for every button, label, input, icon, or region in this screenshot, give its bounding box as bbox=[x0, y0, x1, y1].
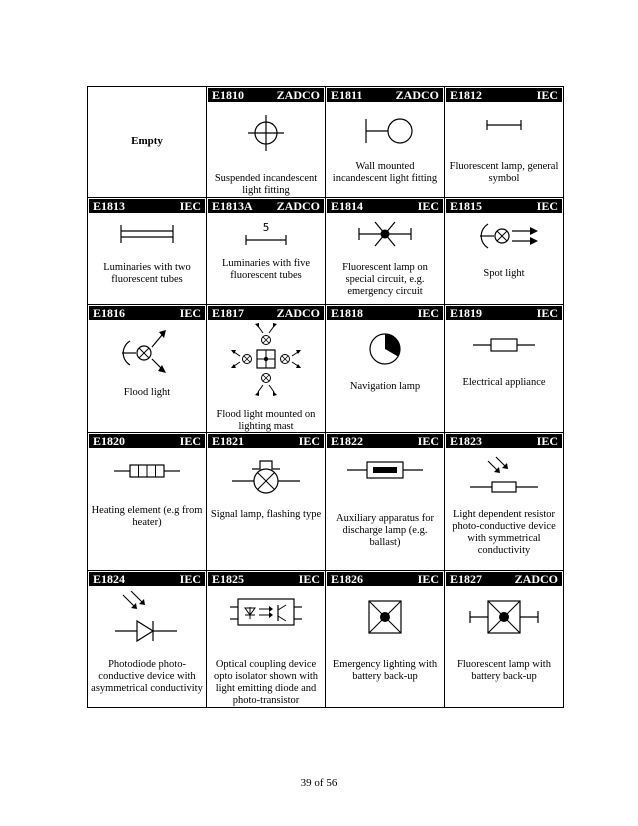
symbol-code: E1826 bbox=[331, 572, 364, 586]
cell-header bbox=[446, 199, 562, 213]
cell-header bbox=[327, 434, 443, 448]
symbol-code: E1821 bbox=[212, 434, 245, 448]
flashing-signal-lamp-icon bbox=[207, 457, 325, 497]
symbol-standard: ZADCO bbox=[276, 88, 320, 102]
opto-isolator-icon bbox=[207, 593, 325, 633]
symbol-code: E1813A bbox=[212, 199, 253, 213]
navigation-lamp-icon bbox=[326, 327, 444, 371]
symbol-code: E1825 bbox=[212, 572, 245, 586]
symbol-code: E1819 bbox=[450, 306, 483, 320]
symbol-description: Spot light bbox=[483, 268, 525, 279]
symbol-description: Flood light mounted on lighting mast bbox=[216, 409, 316, 432]
symbol-description: Auxiliary apparatus for discharge lamp (e.g. ballast) bbox=[336, 513, 434, 548]
emergency-lighting-icon bbox=[326, 595, 444, 639]
symbol-code: E1818 bbox=[331, 306, 364, 320]
symbol-code: E1823 bbox=[450, 434, 483, 448]
wall-light-icon bbox=[326, 113, 444, 149]
symbol-standard: ZADCO bbox=[395, 88, 439, 102]
symbol-standard: IEC bbox=[417, 199, 439, 213]
empty-label: Empty bbox=[131, 135, 163, 147]
symbol-description: Luminaries with five fluorescent tubes bbox=[221, 258, 311, 281]
cell-e1820 bbox=[88, 433, 207, 571]
cell-header bbox=[89, 199, 205, 213]
cell-header bbox=[446, 306, 562, 320]
symbol-standard: IEC bbox=[298, 434, 320, 448]
symbol-standard: IEC bbox=[536, 88, 558, 102]
cell-header bbox=[208, 572, 324, 586]
symbol-description: Luminaries with two fluorescent tubes bbox=[103, 262, 191, 285]
symbol-standard: ZADCO bbox=[276, 306, 320, 320]
cell-header bbox=[208, 199, 324, 213]
fluorescent-battery-icon bbox=[445, 595, 563, 639]
cell-e1813 bbox=[88, 198, 207, 305]
cell-e1827 bbox=[445, 571, 564, 708]
symbol-description: Photodiode photo-conductive device with asymmetrical conductivity bbox=[91, 659, 203, 694]
cell-header bbox=[446, 434, 562, 448]
suspended-light-icon bbox=[207, 111, 325, 155]
cell-e1811 bbox=[326, 87, 445, 198]
cell-empty bbox=[88, 87, 207, 198]
symbol-description: Signal lamp, flashing type bbox=[210, 509, 322, 520]
cell-header bbox=[446, 88, 562, 102]
cell-header bbox=[89, 572, 205, 586]
symbol-standard: IEC bbox=[417, 434, 439, 448]
symbol-code: E1814 bbox=[331, 199, 364, 213]
symbol-description: Fluorescent lamp, general symbol bbox=[449, 161, 559, 184]
symbol-standard: ZADCO bbox=[276, 199, 320, 213]
symbol-description: Flood light bbox=[123, 387, 171, 398]
fluorescent-lamp-icon bbox=[445, 115, 563, 135]
symbol-description: Optical coupling device opto isolator shown with light emitting diode and photo-transistor bbox=[213, 659, 319, 706]
cell-e1825 bbox=[207, 571, 326, 708]
cell-e1815 bbox=[445, 198, 564, 305]
cell-e1824 bbox=[88, 571, 207, 708]
symbol-description: Heating element (e.g from heater) bbox=[91, 505, 203, 528]
cell-e1821 bbox=[207, 433, 326, 571]
cell-header bbox=[208, 306, 324, 320]
symbol-standard: IEC bbox=[536, 434, 558, 448]
cell-e1816 bbox=[88, 305, 207, 433]
cell-e1822 bbox=[326, 433, 445, 571]
symbol-description: Navigation lamp bbox=[349, 381, 421, 392]
cell-header bbox=[208, 434, 324, 448]
symbol-code: E1824 bbox=[93, 572, 126, 586]
symbol-description: Wall mounted incandescent light fitting bbox=[332, 161, 438, 184]
cell-e1814 bbox=[326, 198, 445, 305]
electrical-appliance-icon bbox=[445, 335, 563, 355]
cell-e1817 bbox=[207, 305, 326, 433]
heating-element-icon bbox=[88, 461, 206, 481]
five-tube-luminaire-icon bbox=[207, 218, 325, 250]
spot-light-icon bbox=[445, 218, 563, 254]
cell-header bbox=[446, 572, 562, 586]
cell-e1819 bbox=[445, 305, 564, 433]
cell-e1818 bbox=[326, 305, 445, 433]
symbol-standard: IEC bbox=[179, 306, 201, 320]
symbol-standard: ZADCO bbox=[514, 572, 558, 586]
page-number: 39 of 56 bbox=[300, 777, 338, 789]
symbol-description: Electrical appliance bbox=[462, 377, 546, 388]
cell-e1823 bbox=[445, 433, 564, 571]
symbol-code: E1810 bbox=[212, 88, 245, 102]
cell-e1812 bbox=[445, 87, 564, 198]
symbol-code: E1827 bbox=[450, 572, 483, 586]
symbol-code: E1812 bbox=[450, 88, 483, 102]
symbol-description: Fluorescent lamp on special circuit, e.g. emergency circuit bbox=[342, 262, 428, 297]
symbol-code: E1816 bbox=[93, 306, 126, 320]
symbol-code: E1822 bbox=[331, 434, 364, 448]
cell-e1810 bbox=[207, 87, 326, 198]
emergency-fluorescent-icon bbox=[326, 218, 444, 250]
light-dependent-resistor-icon bbox=[445, 455, 563, 499]
symbol-standard: IEC bbox=[179, 199, 201, 213]
cell-e1813a bbox=[207, 198, 326, 305]
symbol-code: E1817 bbox=[212, 306, 245, 320]
cell-header bbox=[327, 572, 443, 586]
cell-header bbox=[89, 434, 205, 448]
symbol-code: E1813 bbox=[93, 199, 126, 213]
photodiode-icon bbox=[88, 591, 206, 651]
cell-header bbox=[208, 88, 324, 102]
symbol-standard: IEC bbox=[298, 572, 320, 586]
cell-header bbox=[327, 199, 443, 213]
symbol-code: E1815 bbox=[450, 199, 483, 213]
mast-flood-light-icon bbox=[207, 321, 325, 399]
symbol-description: Light dependent resistor photo-conductive device with symmetrical conductivity bbox=[452, 509, 556, 556]
symbol-code: E1811 bbox=[331, 88, 363, 102]
symbol-description: Fluorescent lamp with battery back-up bbox=[457, 659, 551, 682]
flood-light-icon bbox=[88, 327, 206, 375]
symbol-code: E1820 bbox=[93, 434, 126, 448]
symbol-table bbox=[87, 86, 564, 708]
symbol-description: Emergency lighting with battery back-up bbox=[332, 659, 438, 682]
cell-header bbox=[89, 306, 205, 320]
symbol-standard: IEC bbox=[179, 572, 201, 586]
symbol-description: Suspended incandescent light fitting bbox=[214, 173, 318, 196]
symbol-standard: IEC bbox=[417, 306, 439, 320]
symbol-standard: IEC bbox=[179, 434, 201, 448]
cell-header bbox=[327, 88, 443, 102]
cell-e1826 bbox=[326, 571, 445, 708]
cell-header bbox=[327, 306, 443, 320]
two-tube-luminaire-icon bbox=[88, 222, 206, 246]
symbol-standard: IEC bbox=[536, 306, 558, 320]
symbol-standard: IEC bbox=[536, 199, 558, 213]
symbol-standard: IEC bbox=[417, 572, 439, 586]
tube-count-label: 5 bbox=[262, 221, 270, 234]
ballast-icon bbox=[326, 459, 444, 481]
